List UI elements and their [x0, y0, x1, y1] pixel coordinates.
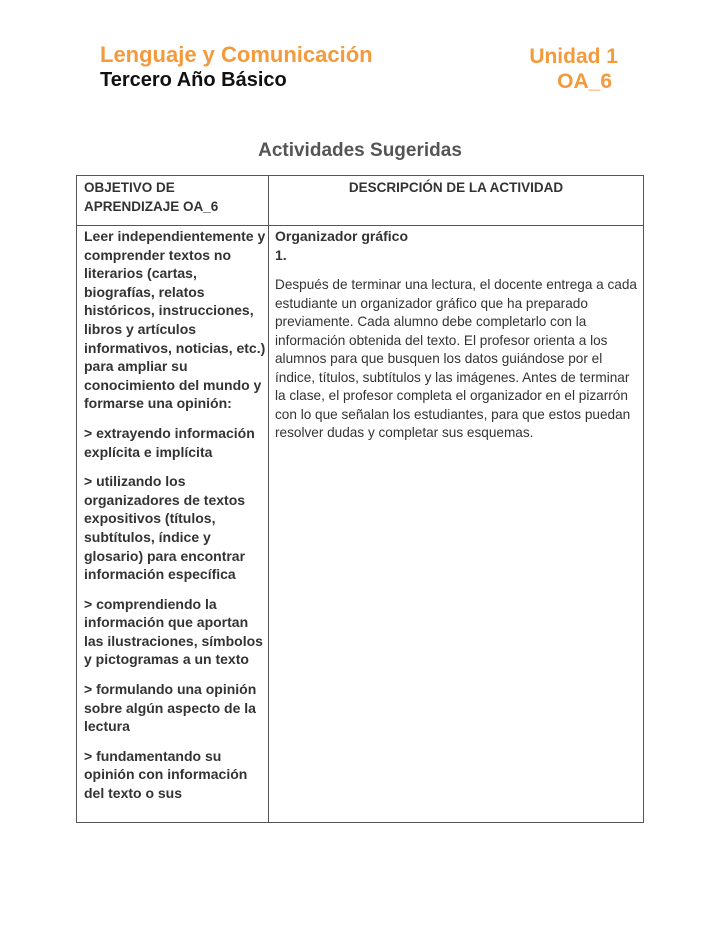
column-header-description: DESCRIPCIÓN DE LA ACTIVIDAD — [348, 180, 564, 195]
objective-bullet: > utilizando los organizadores de textos expositivos (títulos, subtítulos, índice y glosario) para encontrar información específica — [84, 473, 246, 583]
section-title: Actividades Sugeridas — [258, 140, 462, 161]
objective-bullet: > formulando una opinión sobre algún aspecto de la lectura — [84, 681, 257, 735]
activity-cell — [275, 227, 637, 443]
objective-bullet: > extrayendo información explícita e implícita — [84, 424, 255, 460]
objective-bullet: > fundamentando su opinión con información del texto o sus — [84, 747, 248, 802]
activity-description: Después de terminar una lectura, el docente entrega a cada estudiante un organizador gráfico que ha preparado previamente. Cada alumno debe completarlo con la información obtenida del texto. El profesor orienta a los alumnos para que busquen los datos guiándose por el índice, títulos, subtítulos y las imágenes. Antes de terminar la clase, el profesor completa el organizador en el pizarrón con lo que señalan los estudiantes, para que estos puedan resolver dudas y completar sus esquemas. — [275, 277, 637, 440]
header-row-divider — [77, 225, 643, 226]
activity-number: 1. — [275, 246, 287, 263]
column-divider — [268, 176, 269, 822]
objective-statement: Leer independientemente y comprender textos no literarios (cartas, biografías, relatos históricos, instrucciones, libros y artículos informativos, noticias, etc.) para ampliar su conocimiento del mundo y formarse una opinión: — [84, 228, 266, 412]
unit-label: Unidad 1 — [529, 45, 618, 68]
objective-cell — [84, 227, 266, 822]
activities-table — [76, 175, 644, 823]
column-header-objective: OBJETIVO DE APRENDIZAJE OA_6 — [84, 180, 219, 214]
subject-title: Lenguaje y Comunicación — [100, 42, 373, 67]
objective-code-label: OA_6 — [557, 70, 612, 93]
document-header-right — [529, 44, 618, 94]
activity-name: Organizador gráfico — [275, 228, 409, 244]
objective-bullet: > comprendiendo la información que aportan las ilustraciones, símbolos y pictogramas a un texto — [84, 595, 263, 668]
document-header-left — [100, 42, 373, 92]
grade-title: Tercero Año Básico — [100, 69, 287, 91]
